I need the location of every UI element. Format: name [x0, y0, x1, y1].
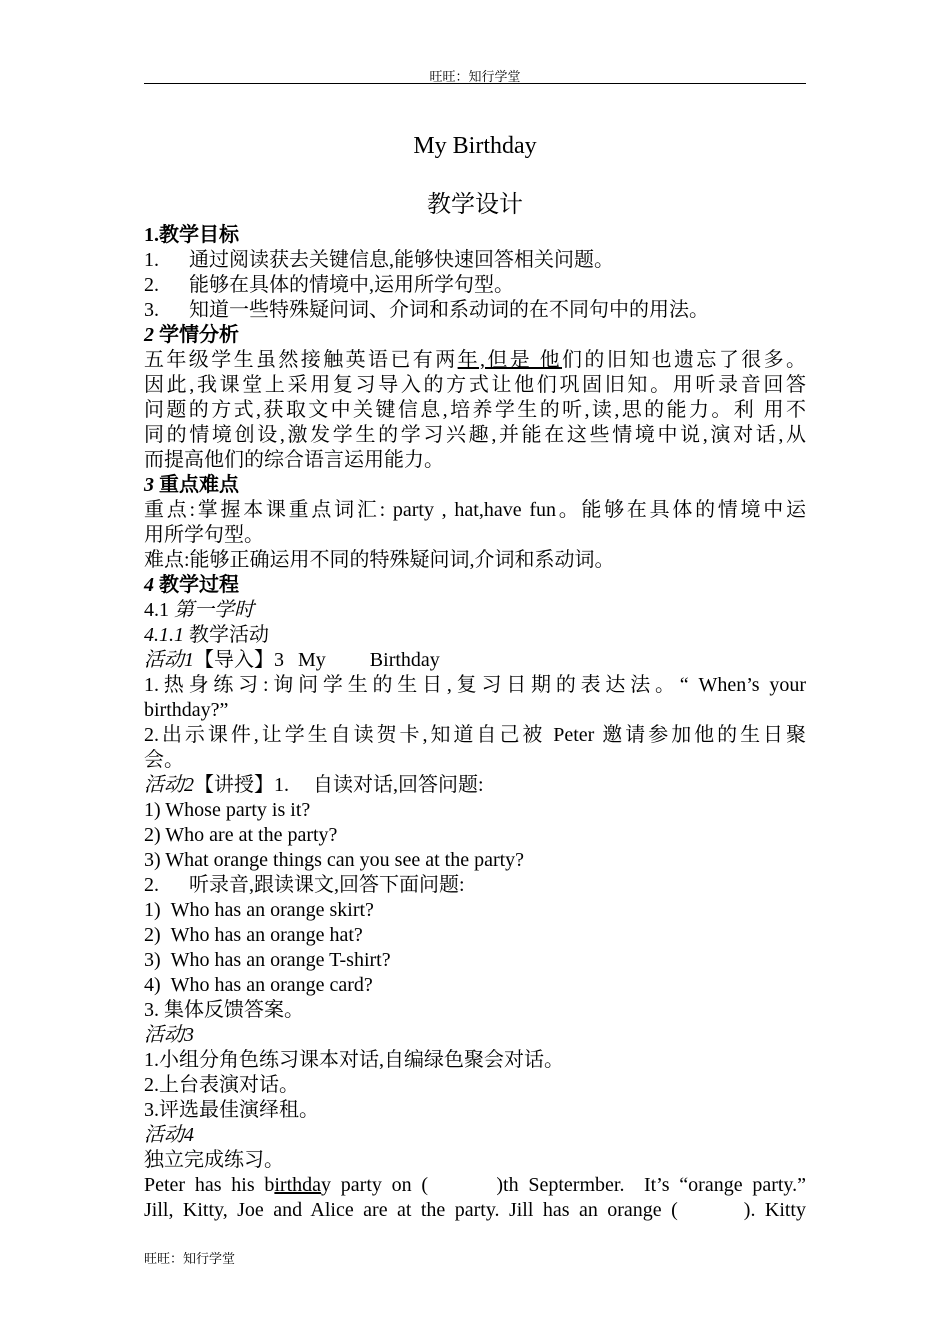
paragraph-line: 难点:能够正确运用不同的特殊疑问词,介词和系动词。 [144, 549, 615, 571]
question-item: 3) Who has an orange T-shirt? [144, 949, 391, 971]
paragraph-line: 3. 集体反馈答案。 [144, 999, 304, 1021]
page-footer: 旺旺：知行学堂 [144, 1251, 236, 1266]
activity-heading: 活动1【导入】3 My Birthday [144, 649, 440, 671]
paragraph-line: 1.热身练习:询问学生的生日,复习日期的表达法。“ When’s your [144, 674, 806, 696]
paragraph-line: 2.出示课件,让学生自读贺卡,知道自己被 Peter 邀请参加他的生日聚 [144, 724, 806, 746]
header-divider [144, 83, 806, 84]
activity-heading: 活动4 [144, 1124, 194, 1146]
paragraph-line: 会。 [144, 749, 184, 771]
subsection-heading: 4.1 第一学时 [144, 599, 254, 621]
exercise-line: Peter has his birthday party on ( )th Septermber. It’s “orange party.” [144, 1174, 806, 1196]
paragraph-line: 而提高他们的综合语言运用能力。 [144, 449, 444, 471]
section-heading-objectives: 1.教学目标 [144, 224, 239, 246]
paragraph-line: 问题的方式,获取文中关键信息,培养学生的听,读,思的能力。利 用不 [144, 399, 806, 421]
list-item: 2. 能够在具体的情境中,运用所学句型。 [144, 274, 514, 296]
paragraph-line: 重点:掌握本课重点词汇: party , hat,have fun。能够在具体的情境中运 [144, 499, 806, 521]
question-item: 2) Who has an orange hat? [144, 924, 363, 946]
list-item: 1. 通过阅读获去关键信息,能够快速回答相关问题。 [144, 249, 614, 271]
subsection-heading: 4.1.1 教学活动 [144, 624, 269, 646]
list-item: 2.上台表演对话。 [144, 1074, 299, 1096]
list-item: 3.评选最佳演绎租。 [144, 1099, 319, 1121]
document-title: My Birthday [413, 133, 537, 159]
paragraph-line: birthday?” [144, 699, 229, 721]
paragraph-line: 同的情境创设,激发学生的学习兴趣,并能在这些情境中说,演对话,从 [144, 424, 806, 446]
question-item: 1) Whose party is it? [144, 799, 311, 821]
paragraph-line: 五年级学生虽然接触英语已有两年,但是 他们的旧知也遗忘了很多。 [144, 349, 806, 371]
list-item: 1.小组分角色练习课本对话,自编绿色聚会对话。 [144, 1049, 564, 1071]
document-body [144, 223, 806, 1223]
question-item: 2) Who are at the party? [144, 824, 338, 846]
question-item: 1) Who has an orange skirt? [144, 899, 374, 921]
section-heading-key-points: 3 重点难点 [144, 474, 239, 496]
question-item: 3) What orange things can you see at the party? [144, 849, 525, 871]
list-item: 2. 听录音,跟读课文,回答下面问题: [144, 874, 465, 896]
section-heading-process: 4 教学过程 [144, 574, 239, 596]
list-item: 3. 知道一些特殊疑问词、介词和系动词的在不同句中的用法。 [144, 299, 709, 321]
paragraph-line: 用所学句型。 [144, 524, 264, 546]
activity-heading: 活动2【讲授】1. 自读对话,回答问题: [144, 774, 484, 796]
activity-heading: 活动3 [144, 1024, 194, 1046]
section-heading-analysis: 2 学情分析 [144, 324, 239, 346]
question-item: 4) Who has an orange card? [144, 974, 373, 996]
page-header: 旺旺：知行学堂 [429, 69, 521, 84]
document-subtitle: 教学设计 [427, 192, 523, 218]
exercise-line: Jill, Kitty, Joe and Alice are at the party. Jill has an orange ( ). Kitty [144, 1199, 806, 1221]
paragraph-line: 因此,我课堂上采用复习导入的方式让他们巩固旧知。用听录音回答 [144, 374, 806, 396]
paragraph-line: 独立完成练习。 [144, 1149, 284, 1171]
